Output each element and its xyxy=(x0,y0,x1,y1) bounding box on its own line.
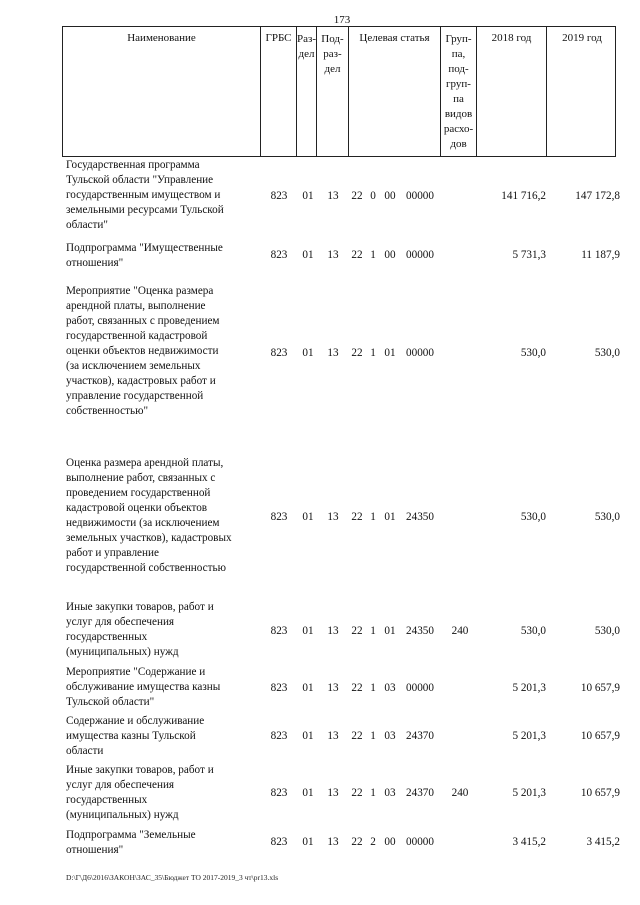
table-row xyxy=(62,158,622,231)
header-target-article: Целевая статья xyxy=(349,27,441,156)
row-target-article-subprogram: 1 xyxy=(370,625,376,637)
table-row xyxy=(62,665,622,708)
row-value-2019: 530,0 xyxy=(594,511,620,523)
row-target-article-subprogram: 1 xyxy=(370,682,376,694)
row-grbs: 823 xyxy=(270,511,288,523)
row-value-2019: 530,0 xyxy=(594,625,620,637)
row-value-2019: 11 187,9 xyxy=(581,249,620,261)
row-target-article-direction: 00000 xyxy=(406,836,434,848)
row-razdel: 01 xyxy=(302,625,314,637)
row-name: Государственная программа Тульской области "Управление государственным имуществом и земельными ресурсами Тульской области" xyxy=(66,159,224,231)
row-grbs: 823 xyxy=(270,730,288,742)
header-year-2018: 2018 год xyxy=(477,27,547,156)
row-grbs: 823 xyxy=(270,347,288,359)
row-podrazdel: 13 xyxy=(327,787,339,799)
row-name: Оценка размера арендной платы, выполнение работ, связанных с проведением государственной кадастровой оценки объектов недвижимости (за исключением земельных участков), кадастровых работ и управление государственной собственностью xyxy=(66,457,232,574)
row-target-article-program: 22 xyxy=(351,625,363,637)
row-target-article-subprogram: 1 xyxy=(370,249,376,261)
row-value-2018: 141 716,2 xyxy=(501,190,546,202)
row-target-article-event: 03 xyxy=(384,682,396,694)
row-target-article-program: 22 xyxy=(351,347,363,359)
table-row xyxy=(62,828,622,856)
header-podrazdel: Под- раз- дел xyxy=(317,27,349,156)
header-razdel: Раз- дел xyxy=(297,27,317,156)
row-razdel: 01 xyxy=(302,511,314,523)
row-target-article-event: 01 xyxy=(384,625,396,637)
row-name: Подпрограмма "Имущественные отношения" xyxy=(66,242,223,269)
row-target-article-subprogram: 1 xyxy=(370,730,376,742)
row-podrazdel: 13 xyxy=(327,625,339,637)
row-target-article-direction: 00000 xyxy=(406,347,434,359)
row-podrazdel: 13 xyxy=(327,347,339,359)
row-value-2018: 5 201,3 xyxy=(512,682,546,694)
row-target-article-program: 22 xyxy=(351,787,363,799)
row-podrazdel: 13 xyxy=(327,249,339,261)
row-grbs: 823 xyxy=(270,682,288,694)
row-group: 240 xyxy=(451,787,469,799)
row-podrazdel: 13 xyxy=(327,730,339,742)
row-value-2018: 530,0 xyxy=(520,511,546,523)
row-target-article-direction: 24370 xyxy=(406,730,434,742)
row-podrazdel: 13 xyxy=(327,682,339,694)
header-group: Груп- па, под- груп- па видов расхо- дов xyxy=(441,27,477,156)
page-number: 173 xyxy=(333,14,351,26)
row-value-2019: 147 172,8 xyxy=(575,190,620,202)
row-value-2018: 5 201,3 xyxy=(512,730,546,742)
row-target-article-program: 22 xyxy=(351,730,363,742)
row-razdel: 01 xyxy=(302,836,314,848)
row-target-article-direction: 24350 xyxy=(406,625,434,637)
row-target-article-event: 03 xyxy=(384,730,396,742)
row-razdel: 01 xyxy=(302,730,314,742)
row-razdel: 01 xyxy=(302,787,314,799)
table-row xyxy=(62,241,622,269)
row-razdel: 01 xyxy=(302,682,314,694)
row-grbs: 823 xyxy=(270,190,288,202)
row-name: Мероприятие "Содержание и обслуживание имущества казны Тульской области" xyxy=(66,666,221,708)
row-target-article-event: 03 xyxy=(384,787,396,799)
row-grbs: 823 xyxy=(270,625,288,637)
row-target-article-event: 00 xyxy=(384,190,396,202)
row-target-article-program: 22 xyxy=(351,249,363,261)
row-razdel: 01 xyxy=(302,249,314,261)
row-value-2018: 530,0 xyxy=(520,625,546,637)
row-grbs: 823 xyxy=(270,249,288,261)
row-value-2018: 530,0 xyxy=(520,347,546,359)
row-name: Мероприятие "Оценка размера арендной платы, выполнение работ, связанных с проведением государственной кадастровой оценки объектов недвижимости (за исключением земельных участков), кадастровых работ и управление государственной собственностью" xyxy=(66,285,220,417)
row-target-article-subprogram: 2 xyxy=(370,836,376,848)
row-target-article-direction: 00000 xyxy=(406,190,434,202)
row-podrazdel: 13 xyxy=(327,836,339,848)
row-name: Иные закупки товаров, работ и услуг для обеспечения государственных (муниципальных) нужд xyxy=(66,601,214,658)
row-target-article-subprogram: 1 xyxy=(370,511,376,523)
table-row xyxy=(62,284,622,417)
row-podrazdel: 13 xyxy=(327,511,339,523)
row-target-article-subprogram: 1 xyxy=(370,787,376,799)
row-target-article-program: 22 xyxy=(351,836,363,848)
row-grbs: 823 xyxy=(270,787,288,799)
row-target-article-direction: 00000 xyxy=(406,682,434,694)
row-name: Иные закупки товаров, работ и услуг для обеспечения государственных (муниципальных) нужд xyxy=(66,764,214,821)
row-value-2019: 10 657,9 xyxy=(580,787,620,799)
row-target-article-program: 22 xyxy=(351,682,363,694)
row-target-article-subprogram: 0 xyxy=(370,190,376,202)
row-razdel: 01 xyxy=(302,347,314,359)
row-value-2019: 3 415,2 xyxy=(586,836,620,848)
file-path-footer: D:\Г\Д6\2016\ЗАКОН\ЗАС_35\Бюджет ТО 2017-2019_3 чт\pr13.xls xyxy=(66,873,279,882)
row-target-article-subprogram: 1 xyxy=(370,347,376,359)
row-grbs: 823 xyxy=(270,836,288,848)
table-row xyxy=(62,714,622,757)
header-year-2019: 2019 год xyxy=(562,32,602,44)
row-value-2018: 5 201,3 xyxy=(512,787,546,799)
table-row xyxy=(62,763,622,821)
row-target-article-program: 22 xyxy=(351,190,363,202)
row-group: 240 xyxy=(451,625,469,637)
header-grbs: ГРБС xyxy=(261,27,297,156)
row-name: Содержание и обслуживание имущества казны Тульской области xyxy=(66,715,205,757)
row-name: Подпрограмма "Земельные отношения" xyxy=(66,829,196,856)
row-target-article-event: 01 xyxy=(384,347,396,359)
row-target-article-direction: 24350 xyxy=(406,511,434,523)
row-target-article-event: 01 xyxy=(384,511,396,523)
row-razdel: 01 xyxy=(302,190,314,202)
row-value-2018: 3 415,2 xyxy=(512,836,546,848)
row-target-article-program: 22 xyxy=(351,511,363,523)
row-value-2018: 5 731,3 xyxy=(512,249,546,261)
row-value-2019: 530,0 xyxy=(594,347,620,359)
row-value-2019: 10 657,9 xyxy=(580,682,620,694)
table-row xyxy=(62,456,622,574)
row-target-article-event: 00 xyxy=(384,249,396,261)
table-header xyxy=(62,26,616,157)
row-value-2019: 10 657,9 xyxy=(580,730,620,742)
row-target-article-event: 00 xyxy=(384,836,396,848)
row-target-article-direction: 00000 xyxy=(406,249,434,261)
table-row xyxy=(62,600,622,658)
row-target-article-direction: 24370 xyxy=(406,787,434,799)
header-name: Наименование xyxy=(63,27,261,156)
row-podrazdel: 13 xyxy=(327,190,339,202)
